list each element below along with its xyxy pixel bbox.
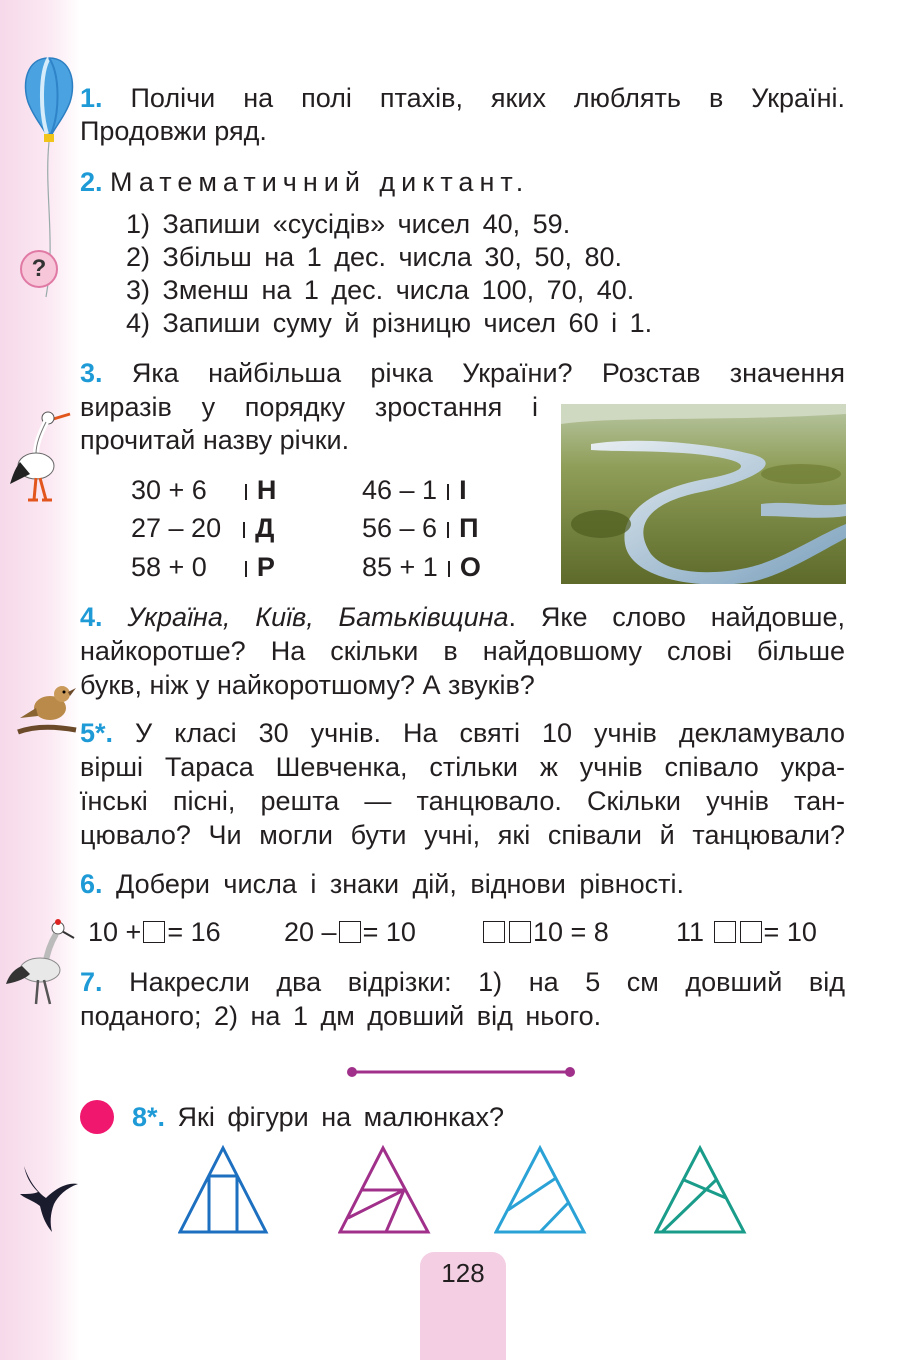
bird-on-branch-icon (14, 674, 80, 740)
task-1-line-1: 1. Полічи на полі птахів, яких люблять в Україні. (80, 83, 845, 113)
expression-row: 56 – 6 П (362, 513, 479, 543)
task-3-line-2: виразів у порядку зростання і (80, 392, 538, 422)
task-5-line-4: цювало? Чи могли бути учні, які співали й танцювали? (80, 820, 845, 850)
triangle-figure-1 (178, 1144, 270, 1236)
blank-box (483, 921, 505, 943)
task-2-item-4: 4) Запиши суму й різницю чисел 60 і 1. (126, 308, 653, 338)
task-3-line-1: 3. Яка найбільша річка України? Розстав значення (80, 358, 845, 388)
task-7-line-1: 7. Накресли два відрізки: 1) на 5 см довший від (80, 967, 845, 997)
crane-icon (4, 908, 80, 1008)
triangle-figure-4 (654, 1144, 748, 1236)
stork-icon (6, 400, 76, 512)
task-4-line-3: букв, ніж у найкоротшому? А звуків? (80, 670, 535, 700)
task-3-line-3: прочитай назву річки. (80, 425, 350, 455)
task-7-line-2: поданого; 2) на 1 дм довший від нього. (80, 1001, 602, 1031)
blank-box (339, 921, 361, 943)
blank-box (740, 921, 762, 943)
task-2-item-1: 1) Запиши «сусідів» чисел 40, 59. (126, 209, 571, 239)
expression-row: 27 – 20 Д (131, 513, 275, 543)
swallow-icon (16, 1158, 80, 1234)
blank-box (509, 921, 531, 943)
equation-3: 10 = 8 (481, 916, 609, 949)
page-number: 128 (441, 1258, 485, 1288)
task-5-line-1: 5*. У класі 30 учнів. На святі 10 учнів декламувало (80, 718, 845, 748)
expression-row: 46 – 1 І (362, 475, 467, 505)
blank-box (714, 921, 736, 943)
expression-row: 58 + 0 Р (131, 552, 275, 582)
task-2-item-3: 3) Зменш на 1 дес. числа 100, 70, 40. (126, 275, 635, 305)
expression-row: 85 + 1 О (362, 552, 481, 582)
task-8-line-1: 8*. Які фігури на малюнках? (132, 1102, 505, 1132)
triangle-figure-2 (338, 1144, 432, 1236)
task-4-line-2: найкоротше? На скільки в найдовшому слові більше (80, 636, 845, 666)
equation-1: 10 + = 16 (88, 917, 221, 947)
task-5-line-3: їнські пісні, решта — танцювало. Скільки учнів тан- (80, 786, 845, 816)
blank-box (143, 921, 165, 943)
task-5-line-2: вірші Тараса Шевченка, стільки ж учнів співало укра- (80, 752, 845, 782)
river-photo (561, 404, 846, 584)
task-2-item-2: 2) Збільш на 1 дес. числа 30, 50, 80. (126, 242, 623, 272)
task-6-line-1: 6. Добери числа і знаки дій, віднови рівності. (80, 869, 684, 899)
task-4-line-1: 4. Україна, Київ, Батьківщина. Яке слово найдовше, (80, 602, 845, 632)
task-2-title: 2. Математичний диктант. (80, 167, 530, 197)
equation-2: 20 – = 10 (284, 917, 416, 947)
question-badge-icon: ? (20, 250, 58, 288)
expression-row: 30 + 6 Н (131, 475, 277, 505)
task-1-line-2: Продовжи ряд. (80, 116, 267, 146)
equation-4: 11 = 10 (676, 917, 817, 947)
magenta-dot-icon (80, 1100, 114, 1134)
given-segment (344, 1062, 578, 1082)
triangle-figure-3 (494, 1144, 588, 1236)
